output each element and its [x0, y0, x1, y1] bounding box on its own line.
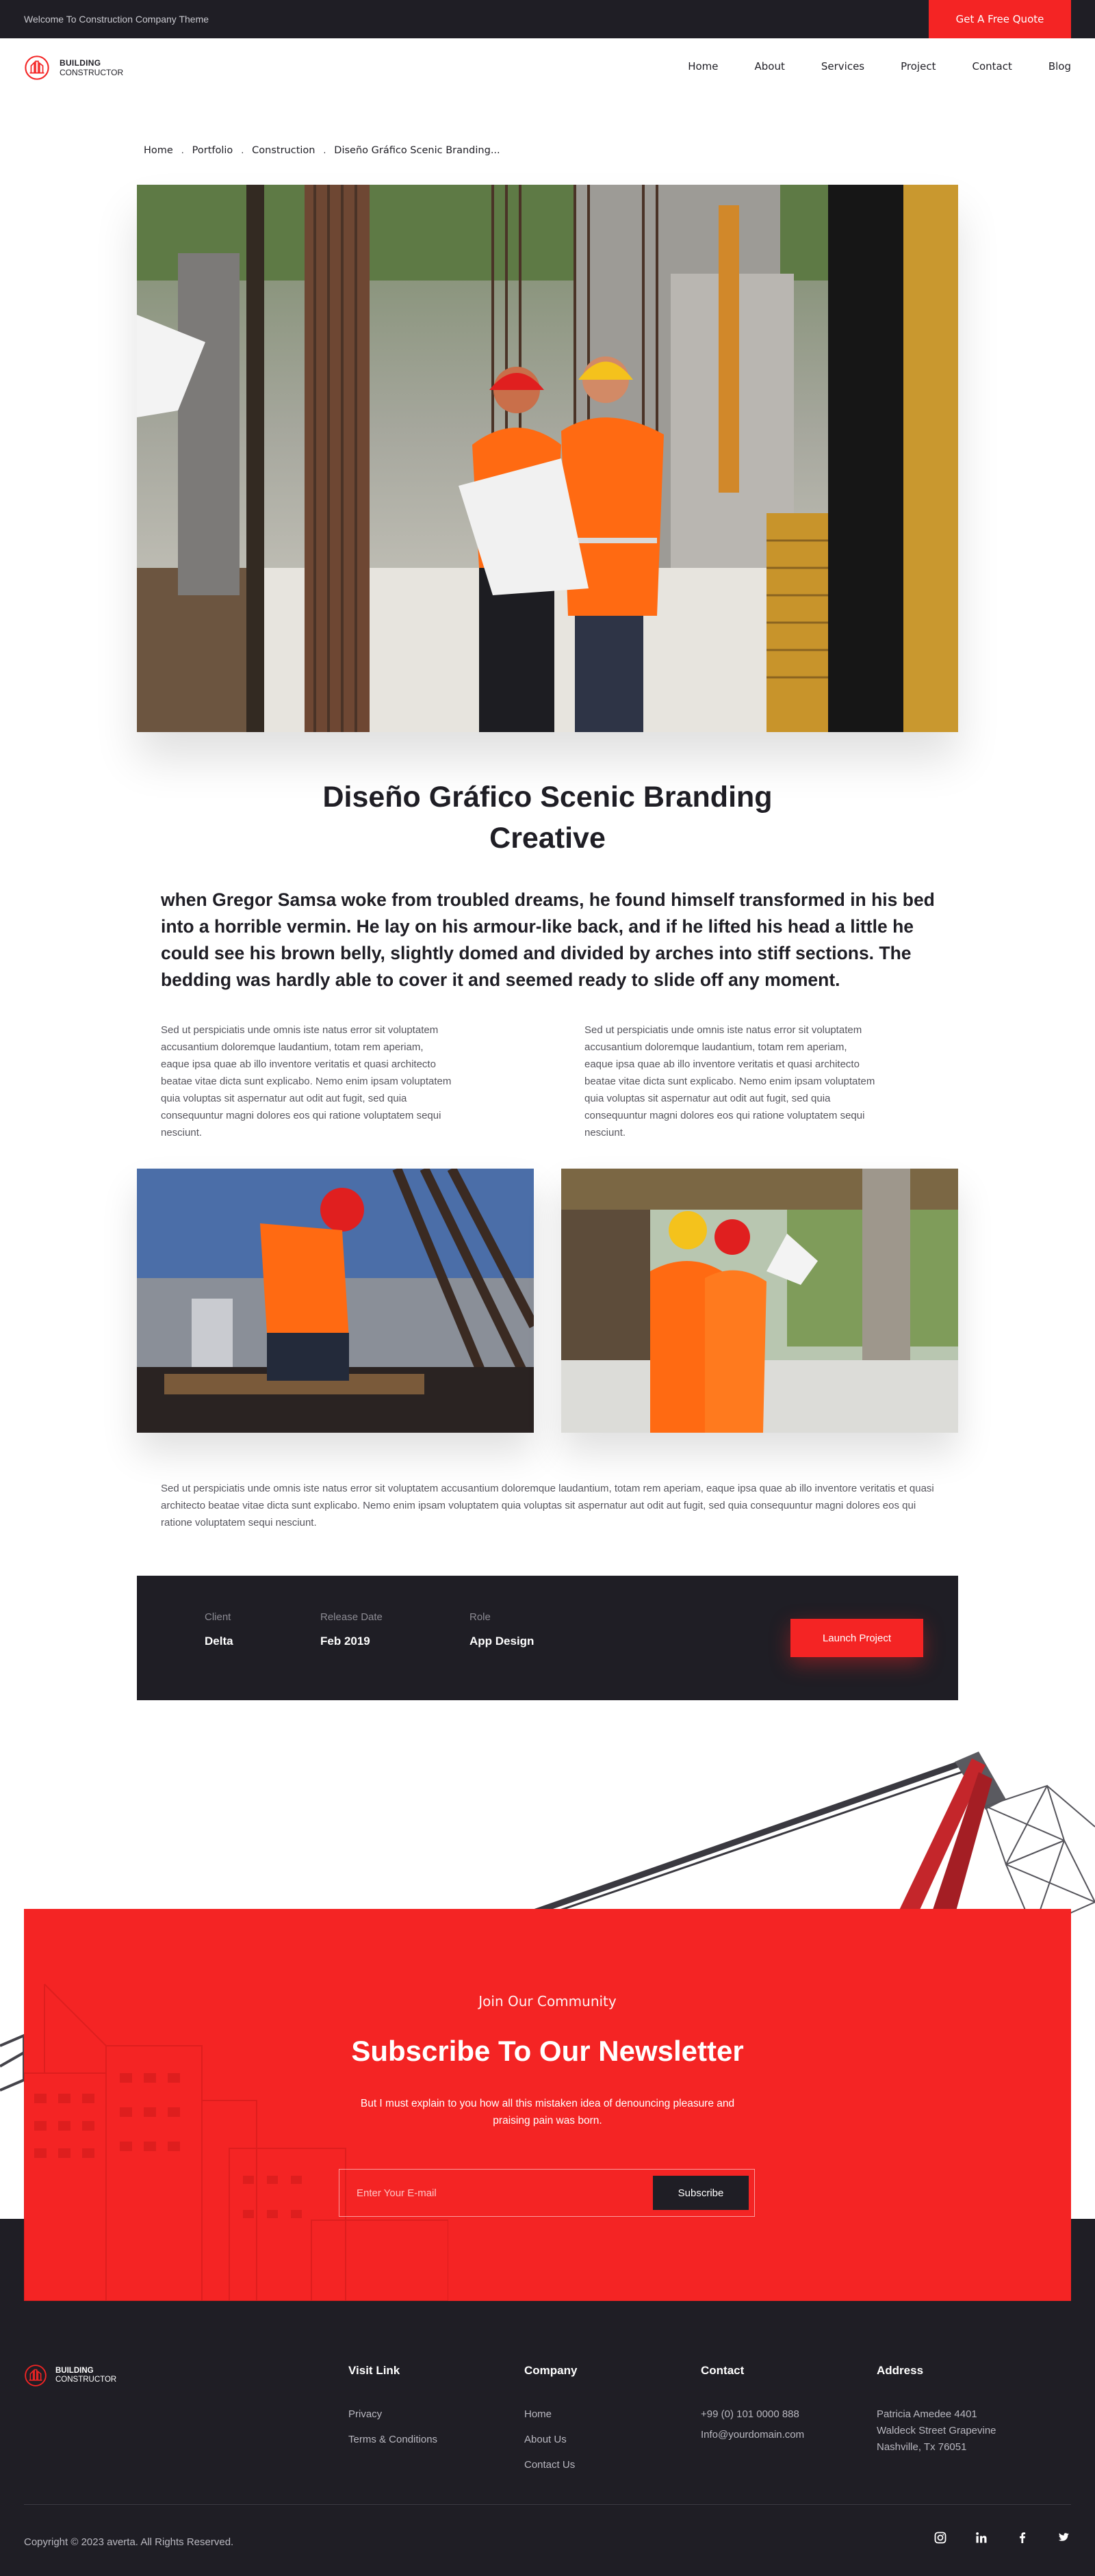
hero-photo	[137, 185, 958, 732]
launch-project-button[interactable]: Launch Project	[790, 1619, 923, 1657]
article-body: Sed ut perspiciatis unde omnis iste natus error sit voluptatem accusantium doloremque laudantium, totam rem aperiam, eaque ipsa quae ab illo inventore veritatis et quasi architecto beatae vitae dicta sunt explicabo. Nemo enim ipsam voluptatem quia voluptas sit aspernatur aut odit aut fugit, sed quia consequuntur magni dolores eos qui ratione voluptatem sequi nesciunt.	[161, 1483, 934, 1528]
footer-address-title: Address	[877, 2364, 924, 2377]
footer-contact-column	[701, 2364, 804, 2452]
newsletter-kicker: Join Our Community	[478, 1993, 617, 2009]
site-footer	[0, 2301, 1095, 2576]
instagram-icon[interactable]	[933, 2530, 948, 2545]
footer-visit-column	[348, 2364, 437, 2457]
role-label: Role	[469, 1611, 491, 1623]
nav-contact[interactable]: Contact	[972, 60, 1012, 73]
footer-address-line: Nashville, Tx 76051	[877, 2441, 967, 2453]
breadcrumb-construction[interactable]: Construction	[252, 145, 315, 156]
nav-services[interactable]: Services	[821, 60, 865, 73]
newsletter-section	[24, 1909, 1071, 2301]
footer-company-title: Company	[524, 2364, 578, 2377]
logo-line2: CONSTRUCTOR	[60, 68, 124, 77]
release-date-value: Feb 2019	[320, 1635, 370, 1648]
footer-contact-title: Contact	[701, 2364, 745, 2377]
footer-email[interactable]: Info@yourdomain.com	[701, 2429, 805, 2441]
footer-visit-title: Visit Link	[348, 2364, 400, 2377]
footer-logo-text	[55, 2367, 116, 2384]
footer-link-home[interactable]: Home	[524, 2408, 552, 2420]
breadcrumb-home[interactable]: Home	[144, 145, 173, 156]
footer-address-column	[877, 2364, 996, 2456]
breadcrumb	[144, 145, 500, 156]
breadcrumb-separator: .	[181, 146, 184, 155]
welcome-text: Welcome To Construction Company Theme	[24, 14, 209, 25]
breadcrumb-separator: .	[323, 146, 326, 155]
release-date-label: Release Date	[320, 1611, 383, 1623]
footer-logo-line2: CONSTRUCTOR	[55, 2376, 117, 2384]
logo-icon	[24, 55, 50, 81]
logo-icon	[24, 2364, 47, 2387]
footer-company-column	[524, 2364, 577, 2482]
breadcrumb-current: Diseño Gráfico Scenic Branding...	[334, 145, 500, 156]
social-links	[907, 2530, 1071, 2545]
footer-address-line: Patricia Amedee 4401	[877, 2408, 977, 2420]
role-value: App Design	[469, 1635, 534, 1648]
gallery-image-2	[561, 1169, 958, 1433]
article-column-right: Sed ut perspiciatis unde omnis iste natus error sit voluptatem accusantium doloremque laudantium, totam rem aperiam, eaque ipsa quae ab illo inventore veritatis et quasi architecto beatae vitae dicta sunt explicabo. Nemo enim ipsam voluptatem quia voluptas sit aspernatur aut odit aut fugit, sed quia consequuntur magni dolores eos qui ratione voluptatem sequi nesciunt.	[584, 1024, 875, 1139]
email-input[interactable]	[339, 2170, 641, 2216]
copyright-text: Copyright © 2023 averta. All Rights Reserved.	[24, 2536, 234, 2548]
client-value: Delta	[205, 1635, 233, 1648]
footer-address-line: Waldeck Street Grapevine	[877, 2425, 996, 2436]
nav-about[interactable]: About	[754, 60, 785, 73]
subscribe-button[interactable]: Subscribe	[653, 2176, 749, 2210]
hero-image	[137, 185, 958, 732]
linkedin-icon[interactable]	[974, 2530, 989, 2545]
nav-project[interactable]: Project	[901, 60, 936, 73]
free-quote-button[interactable]: Get A Free Quote	[929, 0, 1071, 38]
footer-logo-line1: BUILDING	[55, 2367, 94, 2375]
breadcrumb-separator: .	[241, 146, 244, 155]
gallery-image-1	[137, 1169, 534, 1433]
nav-blog[interactable]: Blog	[1048, 60, 1071, 73]
workers-blueprint-photo	[561, 1169, 958, 1433]
article-title: Diseño Gráfico Scenic Branding Creative	[322, 781, 773, 855]
logo-line1: BUILDING	[60, 58, 101, 68]
nav-home[interactable]: Home	[688, 60, 719, 73]
footer-logo[interactable]	[24, 2364, 116, 2387]
newsletter-text: But I must explain to you how all this mistaken idea of denouncing pleasure and praising pain was born.	[360, 2098, 735, 2126]
newsletter-title: Subscribe To Our Newsletter	[351, 2035, 744, 2067]
footer-link-about[interactable]: About Us	[524, 2434, 567, 2445]
site-logo[interactable]	[24, 55, 123, 81]
footer-phone[interactable]: +99 (0) 101 0000 888	[701, 2408, 799, 2420]
twitter-icon[interactable]	[1056, 2530, 1071, 2545]
top-bar	[0, 0, 1095, 38]
main-nav	[652, 60, 1071, 73]
facebook-icon[interactable]	[1015, 2530, 1030, 2545]
article-column-left: Sed ut perspiciatis unde omnis iste natus error sit voluptatem accusantium doloremque laudantium, totam rem aperiam, eaque ipsa quae ab illo inventore veritatis et quasi architecto beatae vitae dicta sunt explicabo. Nemo enim ipsam voluptatem quia voluptas sit aspernatur aut odit aut fugit, sed quia consequuntur magni dolores eos qui ratione voluptatem sequi nesciunt.	[161, 1024, 452, 1139]
project-info-bar	[137, 1576, 958, 1700]
client-label: Client	[205, 1611, 231, 1623]
footer-link-terms[interactable]: Terms & Conditions	[348, 2434, 438, 2445]
site-header	[0, 38, 1095, 97]
worker-measuring-photo	[137, 1169, 534, 1433]
logo-text	[60, 58, 123, 77]
footer-divider	[24, 2504, 1071, 2505]
footer-link-privacy[interactable]: Privacy	[348, 2408, 383, 2420]
breadcrumb-portfolio[interactable]: Portfolio	[192, 145, 233, 156]
article-lead: when Gregor Samsa woke from troubled dreams, he found himself transformed in his bed into a horrible vermin. He lay on his armour-like back, and if he lifted his head a little he could see his brown belly, slightly domed and divided by arches into stiff sections. The bedding was hardly able to cover it and seemed ready to slide off any moment.	[161, 889, 935, 990]
footer-link-contact[interactable]: Contact Us	[524, 2459, 576, 2471]
newsletter-form	[339, 2169, 755, 2217]
